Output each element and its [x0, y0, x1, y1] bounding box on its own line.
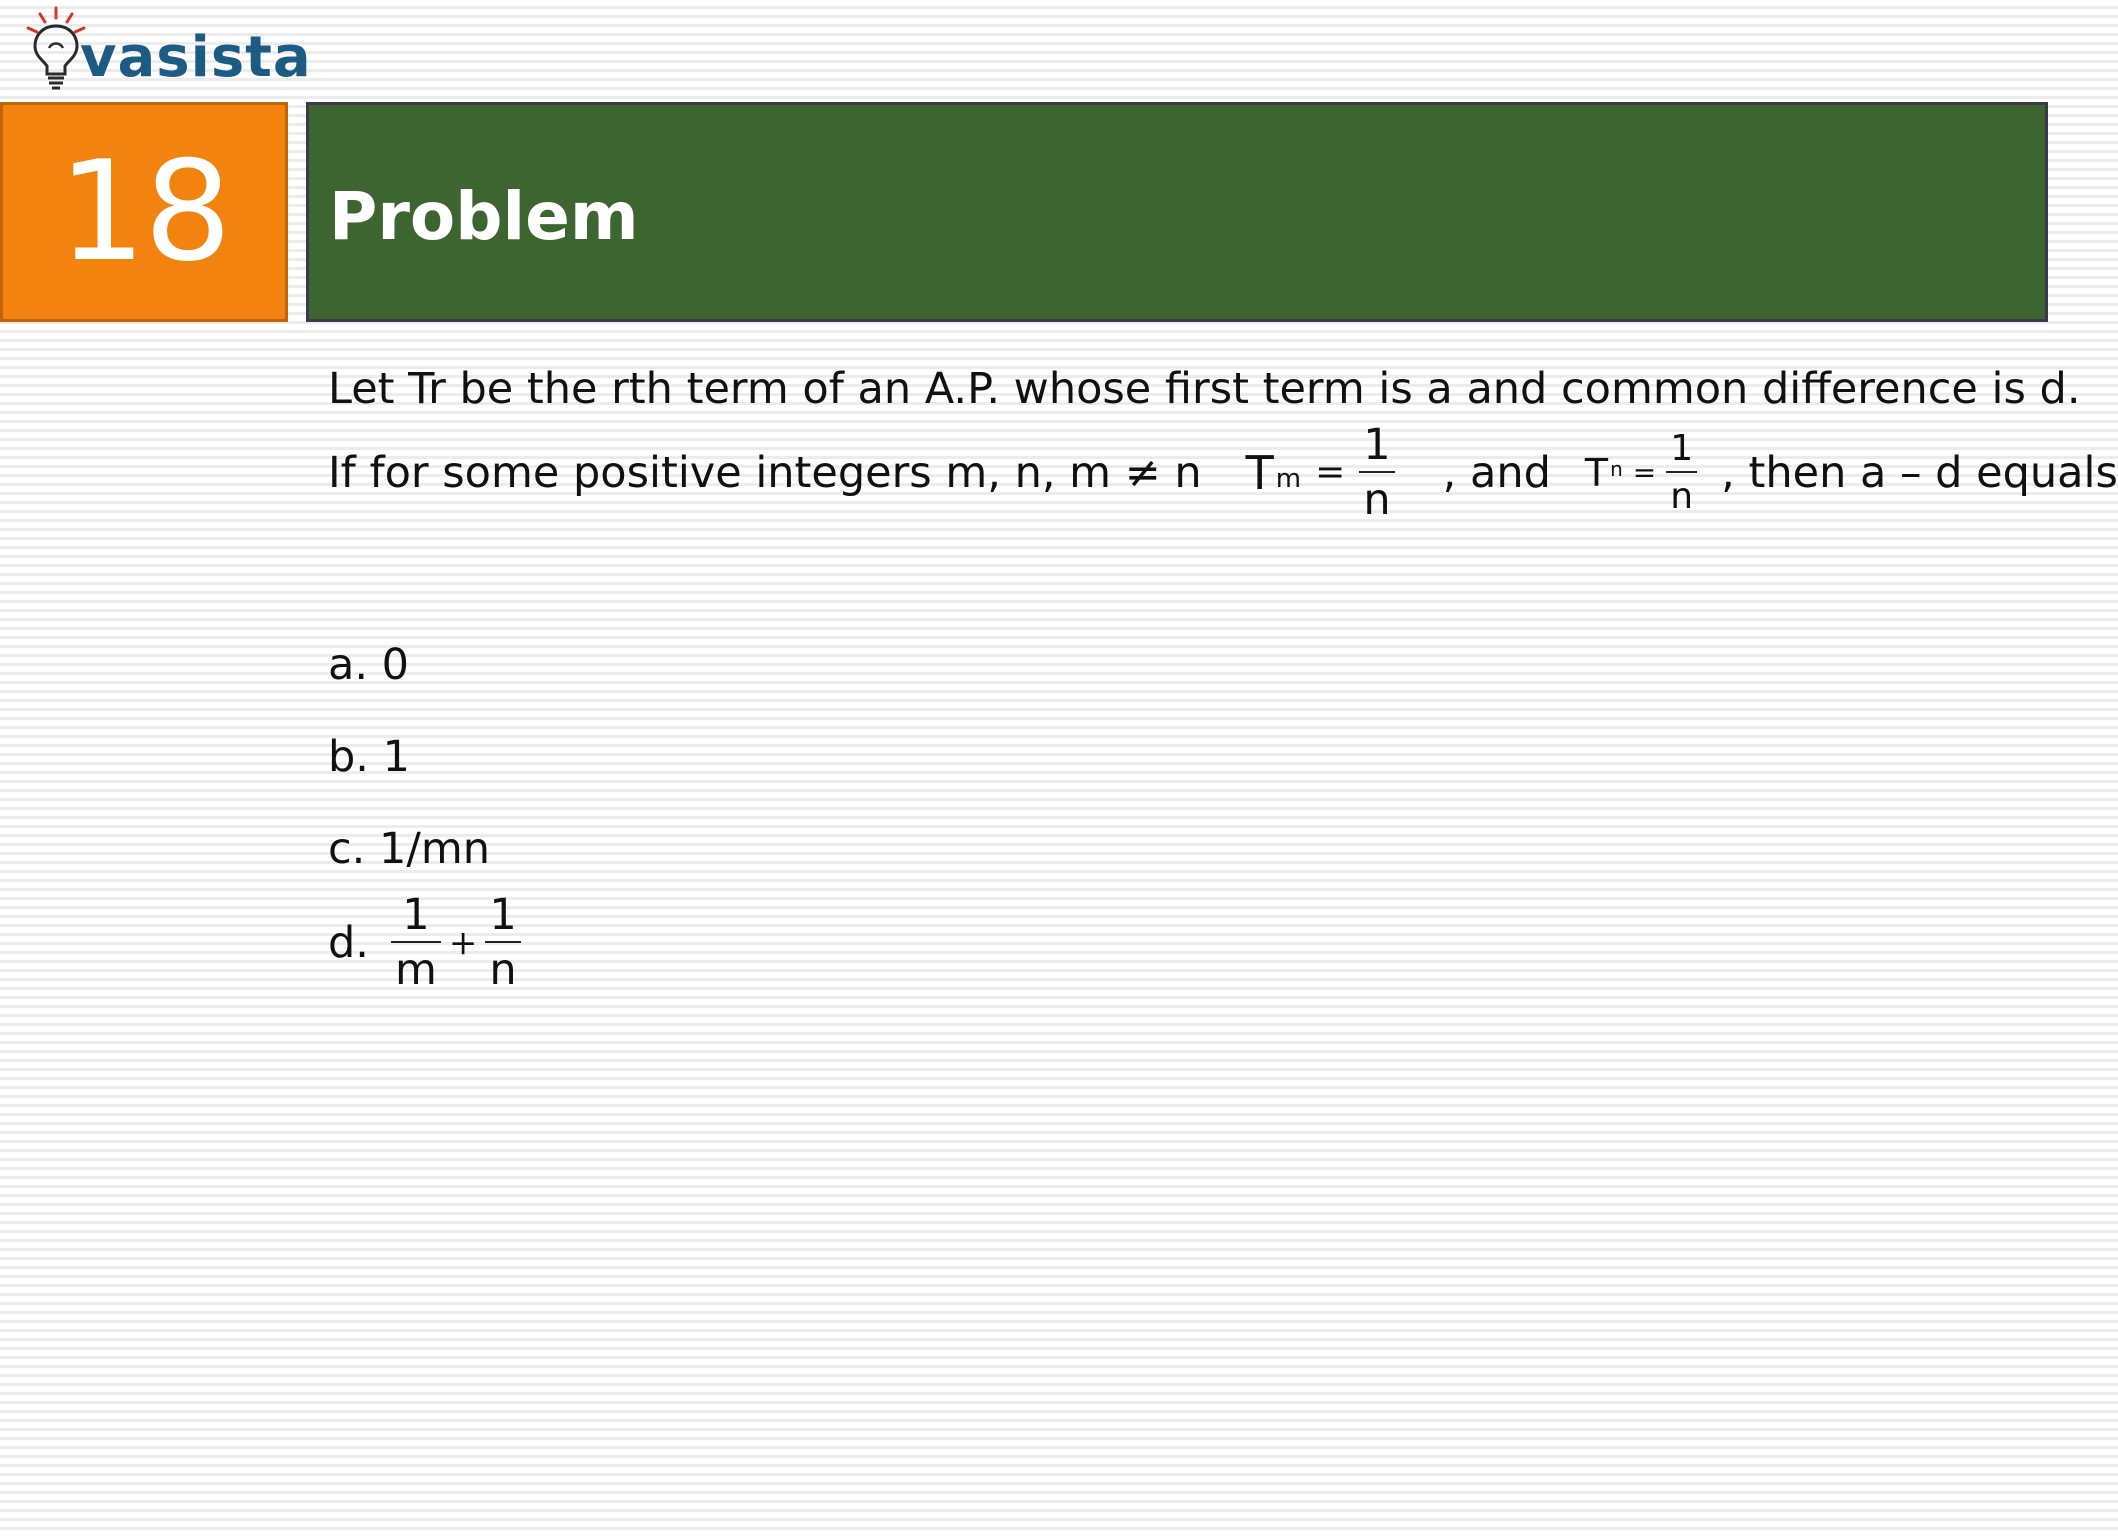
option-d-frac1-numerator: 1 — [402, 890, 430, 940]
option-d-plus: + — [448, 923, 478, 963]
option-d-frac2-denominator: n — [489, 945, 517, 995]
option-a: a. 0 — [328, 640, 410, 690]
and-text: , and — [1442, 447, 1551, 498]
problem-line-2 — [328, 418, 2118, 528]
option-d-frac1-denominator: m — [394, 945, 437, 995]
option-d-frac2-numerator: 1 — [489, 890, 517, 940]
option-d-expression — [391, 890, 521, 995]
brand-logo — [18, 4, 312, 96]
tm-denominator: n — [1363, 475, 1391, 525]
slide-number-box — [0, 102, 288, 322]
tm-numerator: 1 — [1363, 420, 1391, 470]
tn-numerator: 1 — [1670, 428, 1694, 469]
tm-equals: = — [1315, 452, 1346, 493]
tm-subscript: m — [1275, 464, 1302, 494]
slide-title: Problem — [329, 178, 639, 255]
lightbulb-icon — [18, 4, 88, 96]
title-bar — [306, 102, 2048, 322]
tn-equals: = — [1632, 456, 1657, 489]
tm-fraction — [1359, 420, 1394, 525]
tm-symbol: T — [1245, 446, 1274, 500]
option-d-fraction-2 — [485, 890, 520, 995]
tn-symbol: T — [1584, 451, 1609, 495]
tn-subscript: n — [1610, 457, 1623, 481]
problem-line-2-intro: If for some positive integers m, n, m ≠ n — [328, 447, 1202, 498]
option-d — [328, 888, 521, 998]
then-text: , then a – d equals — [1721, 447, 2118, 498]
option-d-fraction-1 — [391, 890, 441, 995]
tn-fraction — [1666, 428, 1697, 517]
option-d-label: d. — [328, 917, 369, 968]
problem-line-1: Let Tr be the rth term of an A.P. whose first term is a and common difference is d. — [328, 364, 2081, 414]
slide-number: 18 — [58, 131, 230, 292]
tm-equation — [1245, 420, 1395, 525]
option-b: b. 1 — [328, 732, 410, 782]
tn-denominator: n — [1670, 476, 1694, 517]
tn-equation — [1584, 428, 1697, 517]
logo-text: vasista — [80, 25, 312, 90]
option-c: c. 1/mn — [328, 824, 490, 874]
